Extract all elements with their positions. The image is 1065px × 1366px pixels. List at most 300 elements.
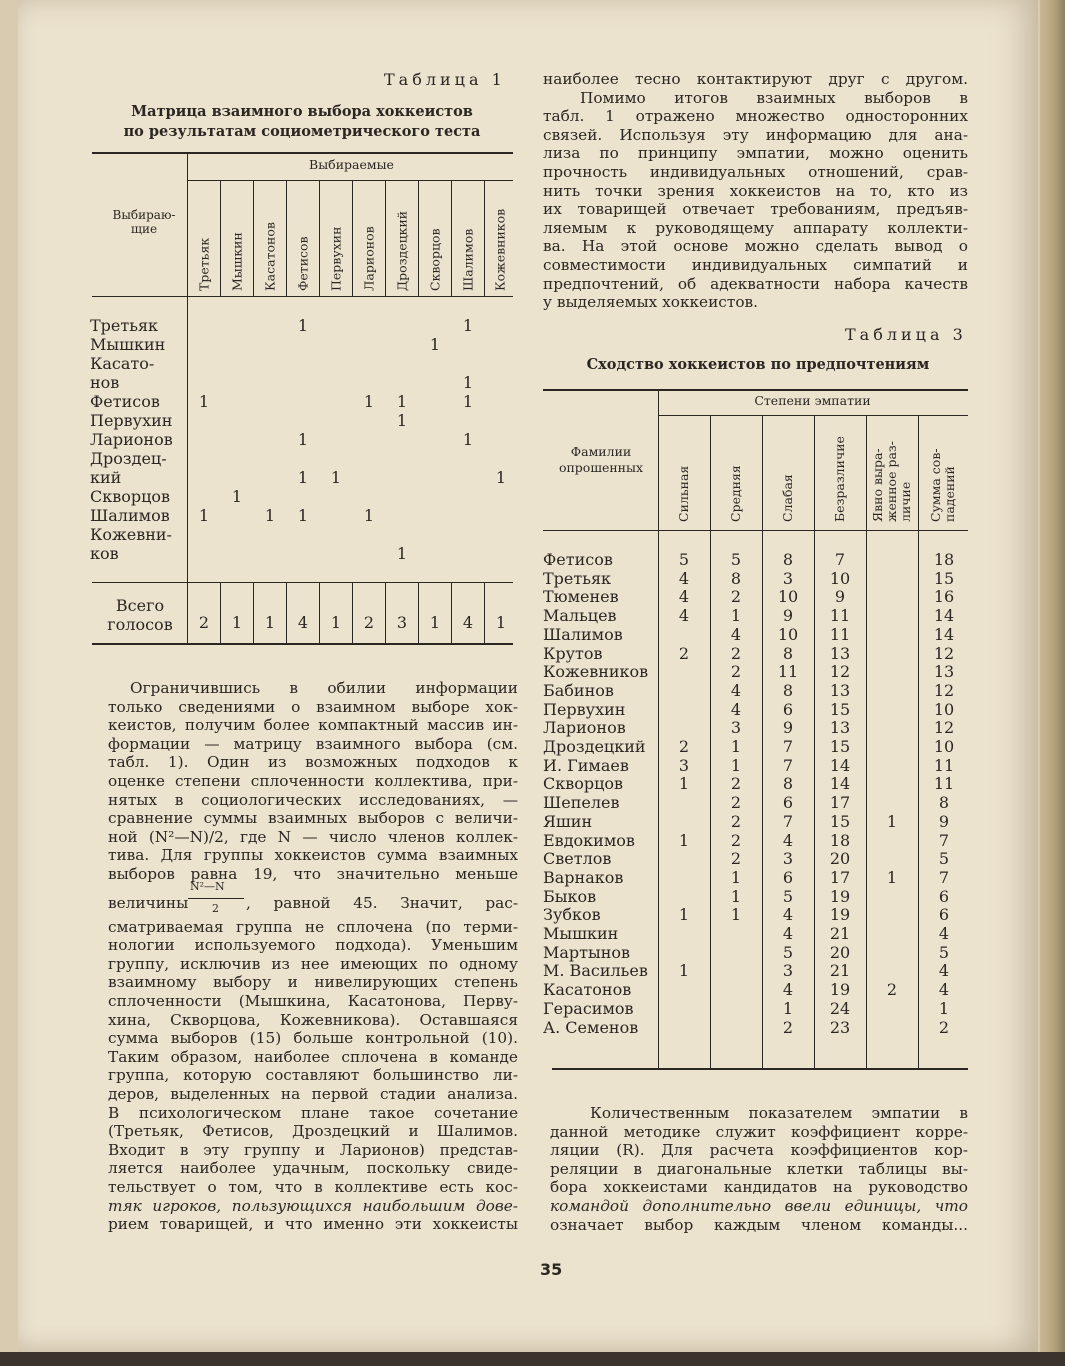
- total-cell: 1: [231, 613, 243, 632]
- table-cell: 1: [782, 998, 794, 1018]
- table-cell: 23: [829, 1017, 851, 1037]
- row-name: Скворцов: [543, 774, 624, 794]
- row-name: [90, 506, 170, 525]
- column-header: [451, 185, 484, 295]
- total-cell: 4: [462, 613, 474, 632]
- text-line: табл. 1). Один из возможных подходов к: [108, 753, 518, 772]
- table-cell: 1: [396, 411, 408, 430]
- text-line: сплоченности (Мышкина, Касатонова, Перву-: [108, 992, 518, 1010]
- table-cell: 1: [297, 316, 309, 335]
- text-line: группу, исключив из нее имеющих по одному: [108, 954, 518, 973]
- table-cell: 11: [933, 774, 955, 794]
- table-cell: 7: [834, 550, 846, 569]
- column-header-label: [833, 436, 847, 522]
- empathy-header: Степени эмпатии: [754, 393, 871, 408]
- table3-subheader-rule: [658, 415, 968, 416]
- text-line: лиза по принципу эмпатии, можно оценить: [543, 144, 968, 163]
- table-cell: 4: [938, 924, 950, 943]
- table-cell: 4: [938, 961, 950, 981]
- text-line: связей. Используя эту информацию для ана-: [543, 125, 968, 144]
- column-header-label: Касатонов: [262, 222, 277, 291]
- row-name: Зубков: [543, 905, 601, 925]
- table-cell: 3: [782, 568, 794, 588]
- column-header-label: Третьяк: [196, 237, 211, 291]
- table-cell: 1: [396, 544, 408, 563]
- column-header: [253, 185, 286, 295]
- fraction-denominator: 2: [212, 901, 219, 915]
- row-name-line: Мышкин: [90, 335, 166, 354]
- row-name: [90, 392, 160, 411]
- table-cell: 10: [933, 699, 955, 719]
- text-line: ляемым к руководящему аппарату коллекти-: [543, 218, 968, 237]
- total-cell: 1: [495, 613, 507, 632]
- table-cell: 4: [782, 980, 794, 1000]
- column-header: [286, 185, 319, 295]
- text-line: оценке степени сплоченности коллектива, при-: [108, 772, 518, 790]
- row-name-line: Дроздец-: [90, 449, 167, 468]
- row-name: М. Васильев: [543, 961, 648, 981]
- column-header: [385, 185, 418, 295]
- text-line: у выделяемых хоккеистов.: [543, 293, 759, 312]
- row-name-line: Фетисов: [90, 392, 160, 411]
- column-header-label: Первухин: [328, 226, 343, 291]
- text-line: сматриваемая группа не сплочена (по терми-: [108, 917, 518, 936]
- row-name: Евдокимов: [543, 830, 635, 850]
- table-cell: 10: [777, 624, 799, 644]
- table-cell: 4: [730, 680, 742, 700]
- table-cell: 13: [829, 643, 851, 663]
- column-header: [918, 418, 968, 526]
- table-cell: 13: [829, 718, 851, 738]
- table-cell: 11: [829, 624, 851, 644]
- table-cell: 2: [886, 980, 898, 1000]
- row-name-line: Ларионов: [90, 430, 173, 449]
- column-header: [658, 418, 710, 526]
- text-line: ной (N²—N)/2, где N — число членов коллек-: [108, 827, 518, 846]
- row-name-line: ков: [90, 544, 119, 563]
- text-line: величины: [108, 893, 189, 912]
- table-cell: 2: [730, 774, 742, 794]
- text-line: тельствует о том, что в коллективе есть кос-: [108, 1178, 518, 1196]
- scan-border: [0, 1352, 1065, 1366]
- row-name: Тюменев: [543, 587, 619, 607]
- table-cell: 1: [462, 373, 474, 392]
- table1-col-rule: [286, 582, 287, 643]
- row-name: Шепелев: [543, 793, 620, 813]
- table-cell: 14: [829, 755, 851, 775]
- table-cell: 8: [730, 568, 742, 588]
- text-line: нить точки зрения хоккеистов на то, кто из: [543, 181, 968, 200]
- table1-header-rule: [92, 296, 513, 297]
- table-cell: 12: [933, 680, 955, 700]
- row-name: И. Гимаев: [543, 755, 629, 775]
- column-header-line: Явно выра-: [870, 448, 885, 522]
- table1-col-rule: [451, 582, 452, 643]
- table1-subheader-rule: [187, 180, 513, 181]
- table-cell: 17: [829, 867, 851, 887]
- text-line: тива. Для группы хоккеистов сумма взаимных: [108, 846, 518, 865]
- row-name: Быков: [543, 886, 597, 906]
- total-cell: 2: [363, 613, 375, 632]
- table-cell: 11: [829, 606, 851, 626]
- row-name: [90, 525, 172, 563]
- table-cell: 1: [886, 867, 898, 887]
- table-cell: 4: [782, 924, 794, 943]
- table-cell: 10: [933, 737, 955, 756]
- table-cell: 1: [730, 867, 742, 887]
- table-cell: 8: [782, 643, 794, 663]
- table-cell: 9: [782, 718, 794, 738]
- table-cell: 7: [782, 755, 794, 775]
- row-name-line: Касато-: [90, 354, 155, 373]
- row-name-line: Третьяк: [90, 316, 159, 335]
- text-line: Входит в эту группу и Ларионов) представ-: [108, 1140, 518, 1159]
- row-name: Мышкин: [543, 924, 619, 943]
- row-name: [90, 411, 172, 430]
- text-line: бора хоккеистами кандидатов на руководство: [550, 1178, 968, 1197]
- total-cell: 1: [330, 613, 342, 632]
- text-line: ляется наиболее удачным, поскольку свиде-: [108, 1159, 518, 1178]
- table-cell: 5: [938, 942, 950, 962]
- table-cell: 7: [938, 867, 950, 887]
- row-name-line: Шалимов: [90, 506, 170, 525]
- page-edge: [1040, 0, 1065, 1366]
- table-cell: 6: [782, 867, 794, 887]
- table-cell: 15: [829, 737, 851, 756]
- table1-title: Матрица взаимного выбора хоккеистов по результатам социометрического теста: [123, 103, 481, 140]
- table-cell: 15: [933, 568, 955, 588]
- table-cell: 2: [730, 793, 742, 813]
- column-header-label: Шалимов: [460, 228, 475, 291]
- table-cell: 2: [782, 1017, 794, 1037]
- text-line: ва. На этой основе можно сделать вывод о: [543, 237, 968, 256]
- table-cell: 21: [829, 961, 851, 981]
- table-cell: 1: [363, 392, 375, 411]
- table-cell: 3: [730, 718, 742, 738]
- column-header: [319, 185, 352, 295]
- table-cell: 1: [396, 392, 408, 411]
- table-cell: 2: [730, 662, 742, 682]
- table-cell: 4: [678, 587, 690, 607]
- total-label: [100, 596, 180, 634]
- table-cell: 1: [297, 430, 309, 449]
- column-header-line: женное раз-: [884, 441, 899, 522]
- column-header-label: [677, 466, 691, 522]
- text-line: группа, которую составляют большинство ли-: [108, 1066, 518, 1085]
- row-name-line: Первухин: [90, 411, 173, 430]
- table-cell: 2: [730, 643, 742, 663]
- column-header-label: [929, 448, 957, 522]
- table-cell: 8: [782, 680, 794, 700]
- column-header-label: Мышкин: [229, 232, 244, 291]
- table-cell: 12: [829, 662, 851, 682]
- table-cell: 1: [938, 998, 950, 1018]
- table-cell: 20: [829, 942, 851, 962]
- column-header: [418, 185, 451, 295]
- table1-col-rule: [220, 582, 221, 643]
- row-name: [90, 430, 173, 449]
- table-cell: 15: [829, 811, 851, 831]
- table-cell: 1: [730, 755, 742, 775]
- column-header: [484, 185, 515, 295]
- table-cell: 2: [678, 643, 690, 663]
- table-cell: 6: [938, 886, 950, 906]
- row-name-line: Скворцов: [90, 487, 171, 506]
- text-line: кеистов, получим более компактный массив ин-: [108, 716, 518, 735]
- table-cell: 18: [933, 550, 955, 569]
- table-cell: 18: [829, 830, 851, 850]
- table-cell: 10: [777, 587, 799, 607]
- table-cell: 1: [297, 468, 309, 487]
- table-cell: 11: [777, 662, 799, 682]
- table1-col-rule: [385, 582, 386, 643]
- table1-body-rule: [92, 582, 513, 583]
- table-cell: 7: [782, 737, 794, 756]
- row-name: Касатонов: [543, 980, 632, 1000]
- chooser-header: [92, 208, 196, 236]
- table-cell: 12: [933, 718, 955, 738]
- table-cell: 9: [782, 606, 794, 626]
- text-line: сумма выборов (15) больше контрольной (10).: [108, 1029, 518, 1048]
- total-cell: 1: [429, 613, 441, 632]
- text-line: , равной 45. Значит, рас-: [246, 893, 518, 912]
- text-line: деров, выделенных на первой стадии анализа.: [108, 1085, 518, 1103]
- table-cell: 4: [782, 830, 794, 850]
- text-line: ляции (R). Для расчета коэффициентов кор-: [550, 1141, 968, 1160]
- column-header-label: [729, 465, 743, 522]
- column-header: [220, 185, 253, 295]
- table-cell: 3: [678, 755, 690, 775]
- column-header-label: [781, 474, 795, 522]
- chosen-header: Выбираемые: [309, 157, 394, 172]
- column-header-label: Ларионов: [361, 226, 376, 291]
- chooser-header-line: Выбираю-: [112, 208, 176, 222]
- text-line: только сведениями о взаимном выборе хок-: [108, 697, 518, 716]
- text-line: табл. 1 отражено множество односторонних: [543, 107, 968, 126]
- fraction-bar: [188, 898, 244, 899]
- table1-top-rule: [92, 152, 513, 154]
- row-name: [90, 316, 158, 335]
- table-cell: 8: [782, 774, 794, 794]
- text-line: Количественным показателем эмпатии в: [590, 1104, 968, 1122]
- table1-col-rule: [253, 582, 254, 643]
- table-cell: 2: [938, 1017, 950, 1037]
- table-cell: 13: [829, 680, 851, 700]
- row-name: Мальцев: [543, 606, 617, 626]
- table-cell: 20: [829, 849, 851, 869]
- column-header-label: Кожевников: [492, 208, 507, 291]
- table-cell: 1: [198, 392, 210, 411]
- row-name: Кожевников: [543, 662, 649, 682]
- table-cell: 11: [933, 755, 955, 775]
- table-cell: 1: [330, 468, 342, 487]
- table-cell: 1: [730, 886, 742, 906]
- table-cell: 1: [264, 506, 276, 525]
- table3-bottom-rule: [552, 1068, 968, 1070]
- table-cell: 5: [678, 550, 690, 569]
- table1-col-rule: [319, 582, 320, 643]
- table-cell: 1: [730, 606, 742, 626]
- table-cell: 2: [678, 737, 690, 756]
- row-name: [90, 449, 167, 487]
- table-cell: 5: [938, 849, 950, 869]
- column-header-line: Сумма сов-: [928, 448, 943, 522]
- table-cell: 7: [938, 830, 950, 850]
- table-cell: 3: [782, 849, 794, 869]
- column-header: [866, 418, 918, 526]
- row-name: Третьяк: [543, 568, 612, 588]
- table-cell: 3: [782, 961, 794, 981]
- table-cell: 2: [730, 587, 742, 607]
- table-cell: 1: [429, 335, 441, 354]
- row-name: [90, 335, 165, 354]
- table1-col-rule: [484, 582, 485, 643]
- row-name: Шалимов: [543, 624, 623, 644]
- column-header: [814, 418, 866, 526]
- table-cell: 6: [782, 793, 794, 813]
- text-line: наиболее тесно контактируют друг с другом.: [543, 70, 968, 88]
- table-cell: 10: [829, 568, 851, 588]
- text-line: сравнение суммы взаимных выборов с величи-: [108, 809, 518, 828]
- fraction-numerator: N²—N: [190, 879, 225, 893]
- text-line: реляции в диагональные клетки таблицы вы-: [550, 1159, 968, 1178]
- total-cell: 2: [198, 613, 210, 632]
- text-line: хина, Скворцова, Кожевникова). Оставшаяся: [108, 1010, 518, 1029]
- column-header: [762, 418, 814, 526]
- total-cell: 1: [264, 613, 276, 632]
- table-cell: 1: [678, 905, 690, 925]
- column-header-label: Скворцов: [427, 228, 442, 291]
- table-cell: 1: [363, 506, 375, 525]
- column-header-label: Дроздецкий: [394, 210, 409, 291]
- table-cell: 14: [933, 606, 955, 626]
- row-name: Герасимов: [543, 998, 634, 1018]
- column-header-line: личие: [898, 481, 913, 522]
- column-header-line: Безразличие: [832, 436, 847, 522]
- table3-top-rule: [543, 389, 968, 391]
- text-line: нологии используемого подхода). Уменьшим: [108, 936, 518, 955]
- table-cell: 4: [730, 624, 742, 644]
- row-name: Крутов: [543, 643, 603, 663]
- row-name: Светлов: [543, 849, 612, 869]
- text-line: рием товарищей, и что именно эти хоккеисты: [108, 1215, 518, 1234]
- table-cell: 9: [834, 587, 846, 607]
- table-cell: 1: [730, 737, 742, 756]
- table1-label: Таблица 1: [384, 70, 506, 89]
- table-cell: 9: [938, 811, 950, 831]
- table1-col-rule: [352, 582, 353, 643]
- row-name: Дроздецкий: [543, 737, 646, 756]
- table-cell: 1: [462, 392, 474, 411]
- text-line-italic: тяк игроков, пользующихся наибольшим дове-: [108, 1196, 518, 1215]
- row-name: [90, 354, 154, 392]
- column-header-line: Средняя: [728, 465, 743, 522]
- table-cell: 19: [829, 905, 851, 925]
- names-header-line: Фамилии: [570, 444, 632, 459]
- table3-title: Сходство хоккеистов по предпочтениям: [586, 356, 930, 373]
- table-cell: 4: [678, 606, 690, 626]
- table-cell: 1: [462, 430, 474, 449]
- table-cell: 17: [829, 793, 851, 813]
- text-line: Таким образом, наиболее сплочена в команде: [108, 1047, 518, 1066]
- table-cell: 1: [297, 506, 309, 525]
- column-header-line: Сильная: [676, 465, 691, 522]
- table-cell: 1: [462, 316, 474, 335]
- row-name-line: нов: [90, 373, 120, 392]
- text-line: совместимости индивидуальных симпатий и: [543, 256, 968, 274]
- table-cell: 6: [782, 699, 794, 719]
- table-cell: 4: [678, 568, 690, 588]
- text-line: предпочтений, об адекватности набора качеств: [543, 274, 968, 293]
- table-cell: 5: [782, 886, 794, 906]
- table-cell: 8: [938, 793, 950, 813]
- table-cell: 13: [933, 662, 955, 682]
- table1-col-rule: [418, 582, 419, 643]
- table-cell: 14: [933, 624, 955, 644]
- row-name-line: кий: [90, 468, 122, 487]
- table-cell: 5: [782, 942, 794, 962]
- names-header-line: опрошенных: [558, 460, 644, 475]
- text-line: нятых в социологических исследованиях, —: [108, 790, 518, 809]
- text-line: Ограничившись в обилии информации: [130, 679, 518, 697]
- column-header-label: Фетисов: [295, 236, 310, 291]
- table-cell: 16: [933, 587, 955, 607]
- row-name-line: Кожевни-: [90, 525, 172, 544]
- table-cell: 14: [829, 774, 851, 794]
- table-cell: 2: [730, 811, 742, 831]
- table-cell: 4: [730, 699, 742, 719]
- row-name: Фетисов: [543, 550, 613, 569]
- total-label-line: голосов: [107, 615, 173, 634]
- names-header: [548, 444, 654, 476]
- column-header: [710, 418, 762, 526]
- text-line: взаимному выбору и нивелирующих степень: [108, 973, 518, 992]
- table-cell: 6: [938, 905, 950, 925]
- text-line: прочность индивидуальных отношений, срав-: [543, 163, 968, 181]
- text-line: Помимо итогов взаимных выборов в: [580, 88, 968, 107]
- text-line: данной методике служит коэффициент корре-: [550, 1122, 968, 1141]
- row-name: Бабинов: [543, 680, 614, 700]
- text-line: означает выбор каждым членом команды...: [550, 1215, 968, 1234]
- table-cell: 21: [829, 924, 851, 943]
- table-cell: 1: [730, 905, 742, 925]
- total-cell: 4: [297, 613, 309, 632]
- table-cell: 1: [198, 506, 210, 525]
- row-name: [90, 487, 170, 506]
- table-cell: 2: [730, 830, 742, 850]
- table-cell: 12: [933, 643, 955, 663]
- table-cell: 19: [829, 980, 851, 1000]
- chooser-header-line: щие: [130, 222, 158, 236]
- column-header: [187, 185, 220, 295]
- page-number: 35: [540, 1260, 563, 1279]
- table-cell: 5: [730, 550, 742, 569]
- text-line: В психологическом плане такое сочетание: [108, 1103, 518, 1122]
- table-cell: 1: [678, 830, 690, 850]
- table-cell: 4: [938, 980, 950, 1000]
- row-name: А. Семенов: [543, 1017, 639, 1037]
- table-cell: 1: [678, 961, 690, 981]
- table-cell: 15: [829, 699, 851, 719]
- column-header-label: [871, 441, 913, 522]
- table-cell: 24: [829, 998, 851, 1018]
- column-header-line: Слабая: [780, 474, 795, 522]
- text-line-italic: командой дополнительно ввели единицы, что: [550, 1197, 968, 1215]
- text-line: их товарищей отвечает требованиям, предъяв-: [543, 200, 968, 219]
- table-cell: 7: [782, 811, 794, 831]
- total-cell: 3: [396, 613, 408, 632]
- table-cell: 8: [782, 550, 794, 569]
